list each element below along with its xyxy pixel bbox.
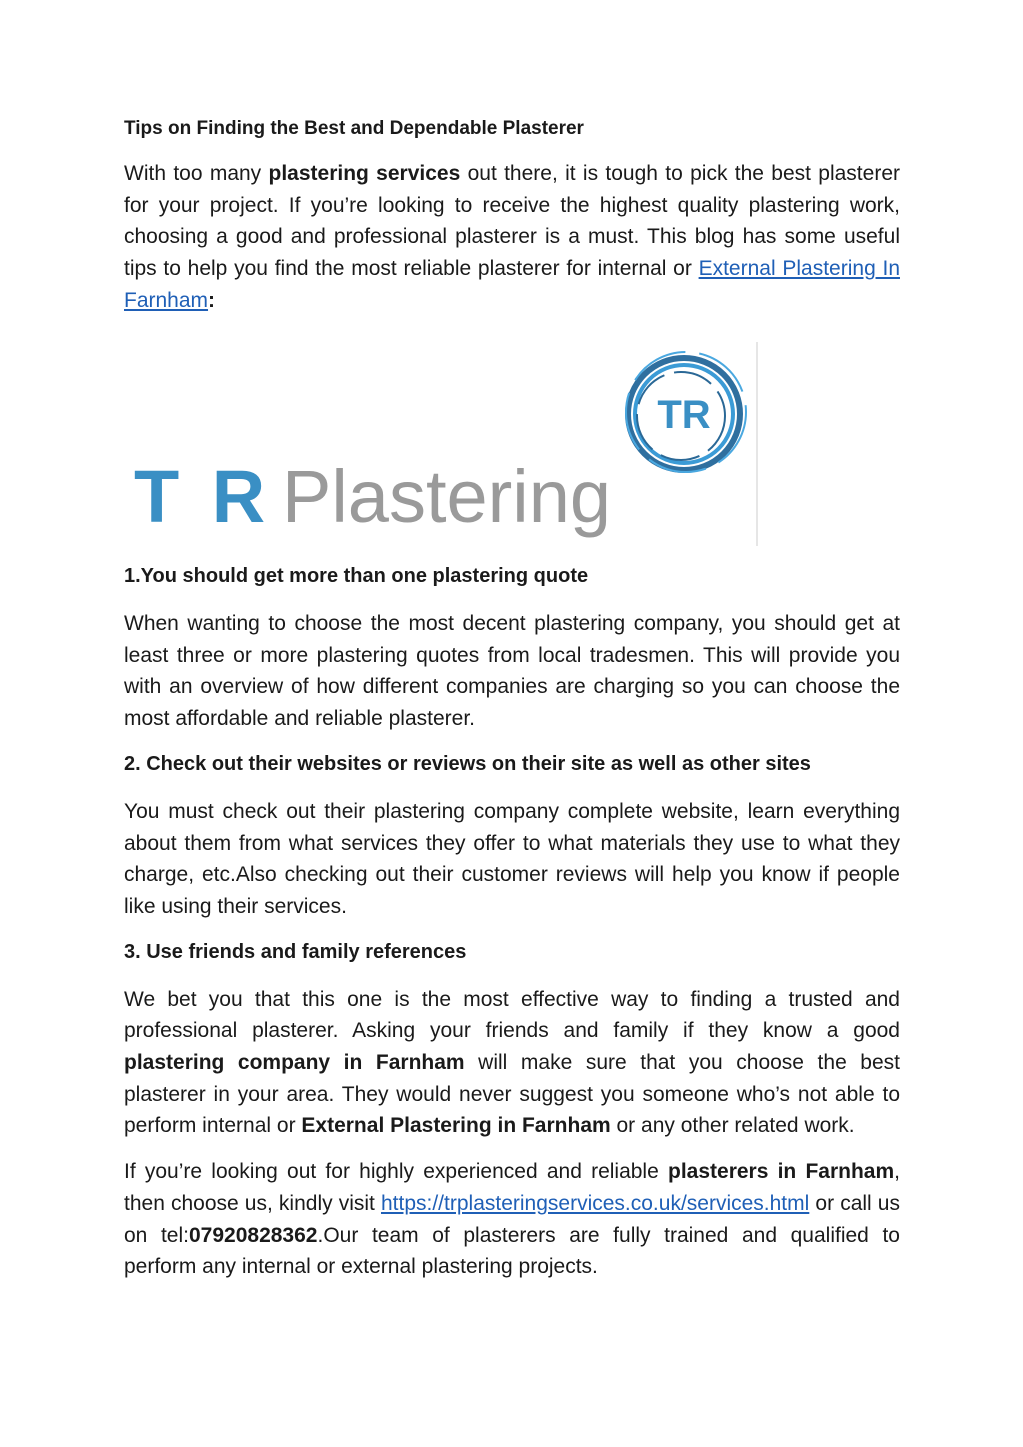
closing-text-2: , then choose us, kindly visit (124, 1160, 900, 1215)
section-3-heading: 3. Use friends and family references (124, 940, 467, 963)
section-2-body: You must check out their plastering company complete website, learn everything about them from what services they offer to what materials they use to what they charge, etc.Also checking out their customer reviews will help you know if people like using their services. (124, 799, 900, 918)
closing-text-4: .Our team of plasterers are fully trained and qualified to perform any internal or external plastering projects. (124, 1223, 900, 1279)
intro-text-1: With too many (124, 162, 269, 185)
s3-text-1: We bet you that this one is the most effective way to finding a trusted and professional plasterer. Asking your friends and family if they know a good (124, 987, 900, 1043)
closing-text-1: If you’re looking out for highly experienced and reliable (124, 1160, 668, 1184)
section-1-heading: 1.You should get more than one plastering quote (124, 565, 589, 587)
section-2-heading: 2. Check out their websites or reviews on their site as well as other sites (124, 752, 811, 775)
external-plastering-link[interactable]: External Plastering In Farnham (124, 257, 900, 312)
intro-paragraph (124, 158, 900, 317)
intro-text-2: out there, it is tough to pick the best plasterer for your project. If you’re looking to receive the highest quality plastering work, choosing a good and professional plasterer is a must. This blog has some useful tips to help you find the most reliable plasterer for internal or (124, 162, 900, 281)
closing-paragraph (124, 1156, 900, 1283)
section-1-body: When wanting to choose the most decent plastering company, you should get at least three or more plastering quotes from local tradesmen. This will provide you with an overview of how different companies are charging so you can choose the most affordable and reliable plasterer. (124, 612, 900, 731)
tr-badge-letters: TR (657, 393, 711, 437)
tr-badge-icon (626, 352, 746, 472)
closing-bold-plasterers: plasterers in Farnham (668, 1160, 895, 1184)
intro-colon: : (208, 288, 216, 312)
s3-text-2: will make sure that you choose the best plasterer in your area. They would never suggest you someone who’s not able to perform internal or (124, 1051, 901, 1138)
page-title: Tips on Finding the Best and Dependable Plasterer (124, 118, 584, 139)
tr-plastering-logo (124, 342, 758, 546)
section-3-body (124, 984, 900, 1143)
s3-text-3: or any other related work. (610, 1114, 855, 1138)
phone-number: 07920828362 (189, 1223, 318, 1247)
document-sections (124, 562, 900, 1283)
closing-text-3: or call us on tel: (124, 1191, 900, 1247)
logo-plastering-word: Plastering (282, 455, 612, 538)
logo-graphic (124, 342, 758, 546)
image-edge-line (756, 342, 758, 546)
s3-bold-plastering-company: plastering company in Farnham (124, 1051, 465, 1075)
document-body (124, 116, 900, 317)
s3-bold-external-plastering: External Plastering in Farnham (301, 1114, 611, 1138)
logo-tr-word: T R (134, 455, 272, 538)
services-url-link[interactable]: https://trplasteringservices.co.uk/services.html (380, 1191, 810, 1215)
intro-bold-plastering-services: plastering services (268, 162, 461, 185)
